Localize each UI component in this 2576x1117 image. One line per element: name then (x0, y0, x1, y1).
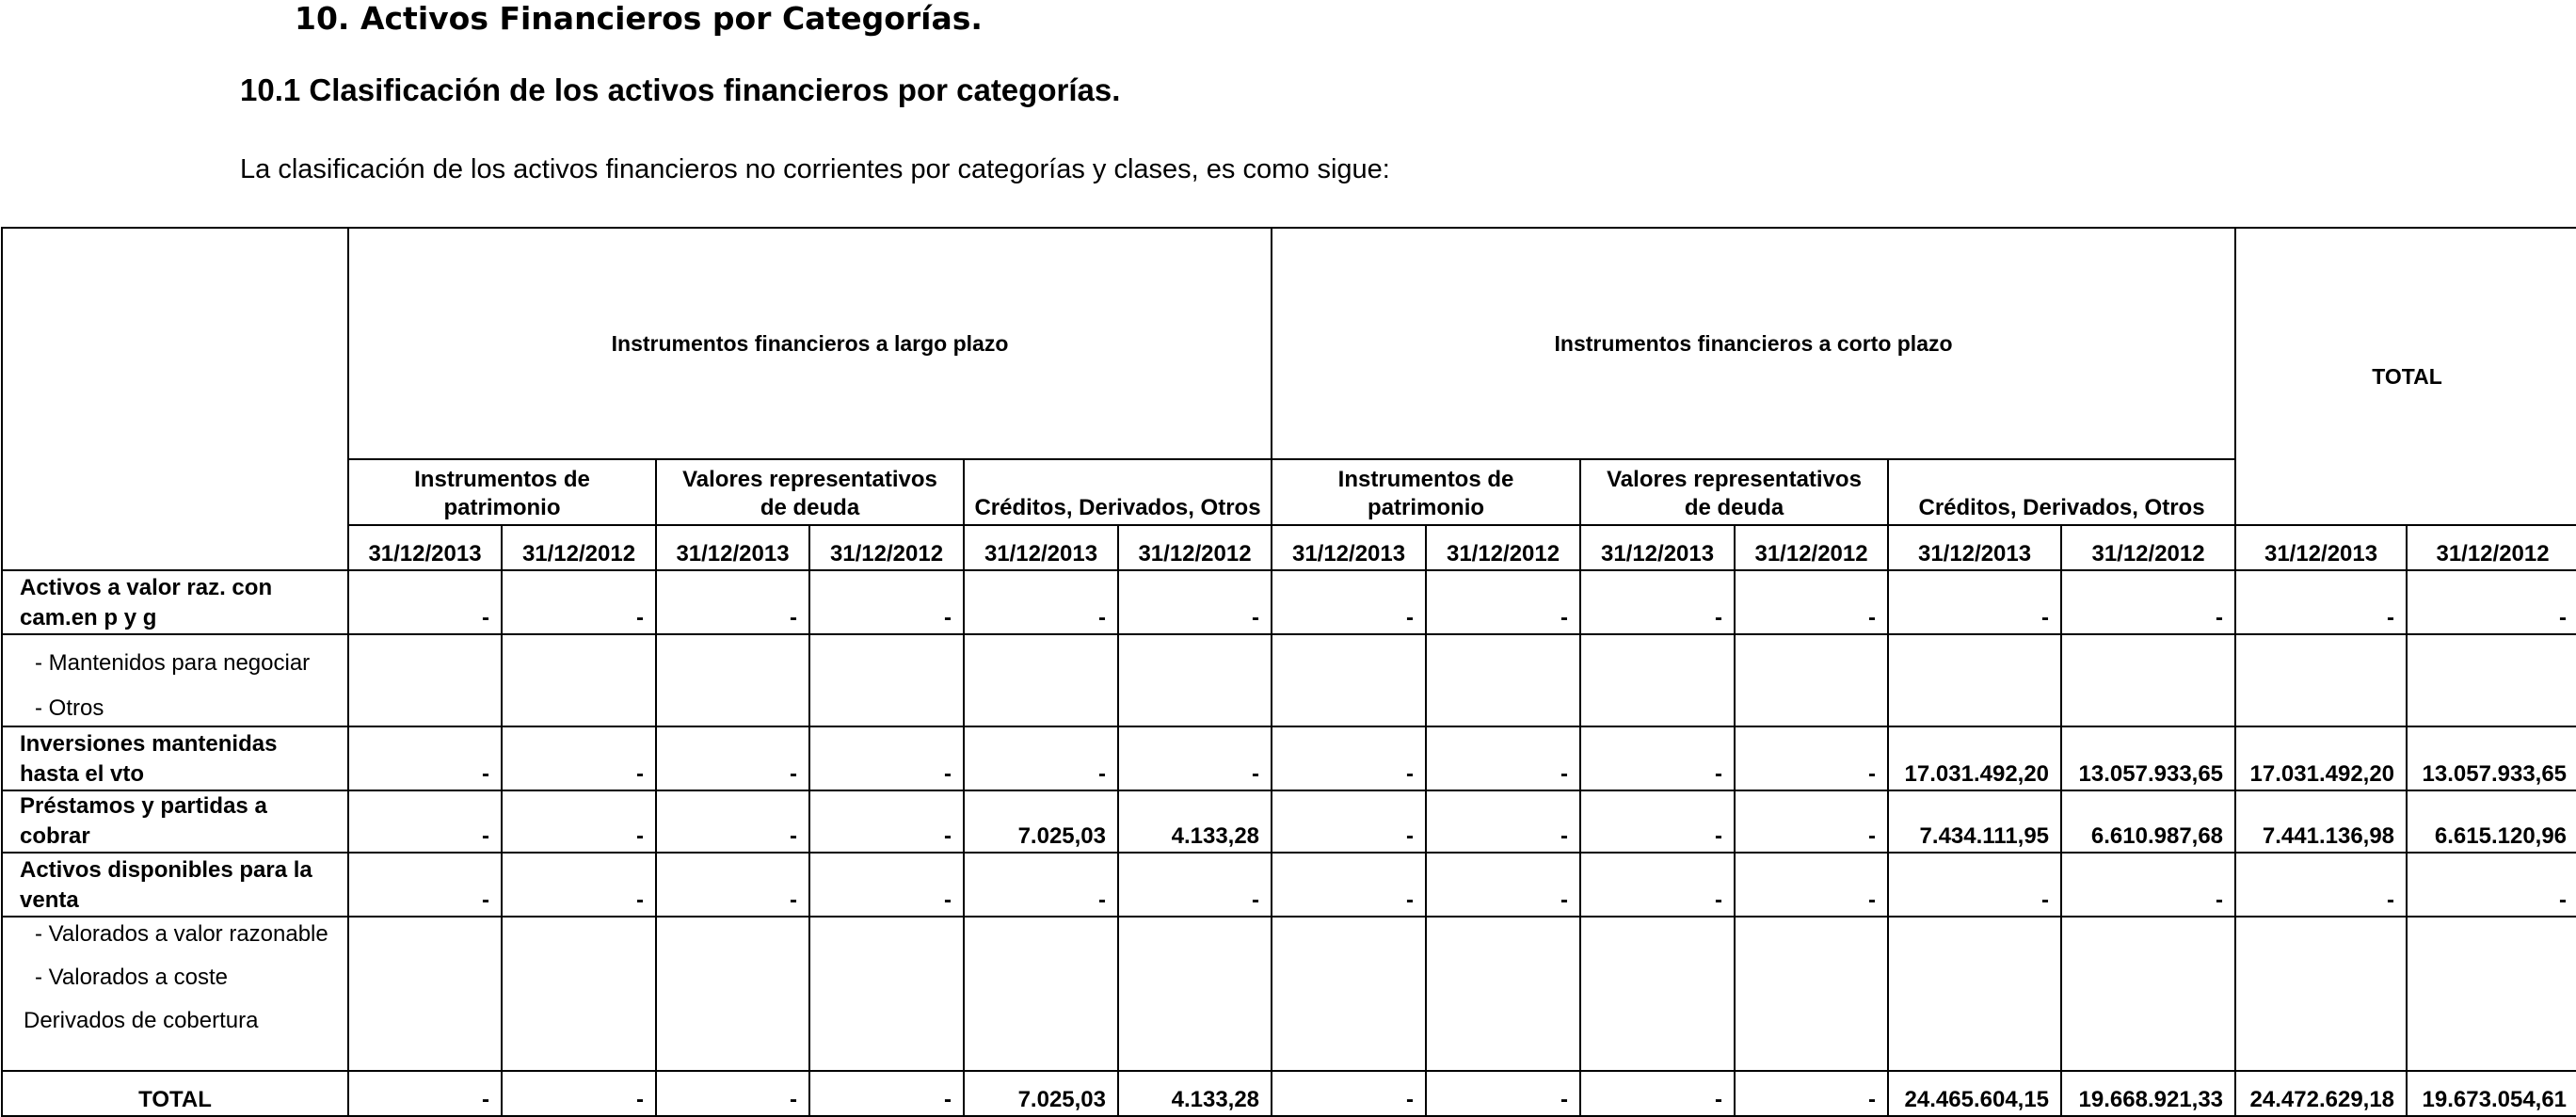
table-cell (1272, 917, 1426, 1071)
subgroup-header: Instrumentos de patrimonio (348, 459, 656, 525)
table-cell: - (348, 726, 502, 790)
table-cell: 13.057.933,65 (2407, 726, 2576, 790)
row-label: Activos a valor raz. con cam.en p y g (2, 570, 348, 634)
financial-assets-table (1, 227, 2576, 1117)
date-header: 31/12/2013 (964, 525, 1118, 570)
table-cell: - (656, 790, 809, 853)
table-cell: - (1426, 726, 1580, 790)
date-header: 31/12/2012 (2061, 525, 2235, 570)
row-label: Activos disponibles para la venta (2, 853, 348, 917)
table-cell: - (2061, 853, 2235, 917)
table-cell: - (1426, 790, 1580, 853)
table-cell (1888, 634, 2061, 726)
row-label-line: - Valorados a coste (35, 965, 228, 990)
table-cell: - (964, 570, 1118, 634)
table-cell: - (1735, 726, 1888, 790)
table-cell: 24.465.604,15 (1888, 1071, 2061, 1116)
table-cell: - (1118, 570, 1272, 634)
table-cell: - (656, 853, 809, 917)
table-cell: 7.025,03 (964, 1071, 1118, 1116)
row-label: Préstamos y partidas a cobrar (2, 790, 348, 853)
table-cell: - (1888, 853, 2061, 917)
table-row (2, 570, 2576, 634)
table-cell (1272, 634, 1426, 726)
table-cell: - (1580, 570, 1735, 634)
table-cell: - (2407, 853, 2576, 917)
table-cell: - (348, 1071, 502, 1116)
table-row (2, 853, 2576, 917)
table-row (2, 634, 2576, 726)
row-label (2, 917, 348, 1071)
table-cell (1426, 634, 1580, 726)
table-cell: 17.031.492,20 (1888, 726, 2061, 790)
table-cell: - (809, 853, 964, 917)
table-cell: - (1118, 853, 1272, 917)
table-cell: - (809, 790, 964, 853)
table-cell: 4.133,28 (1118, 1071, 1272, 1116)
date-header: 31/12/2012 (1735, 525, 1888, 570)
table-cell: - (964, 726, 1118, 790)
table-cell: - (348, 790, 502, 853)
table-row (2, 726, 2576, 790)
table-cell: - (1272, 1071, 1426, 1116)
table-cell: - (502, 853, 656, 917)
table-cell: - (1426, 570, 1580, 634)
table-cell: - (1735, 570, 1888, 634)
row-label-line: - Valorados a valor razonable (35, 921, 328, 947)
table-cell (2061, 917, 2235, 1071)
date-header: 31/12/2012 (809, 525, 964, 570)
date-header: 31/12/2012 (2407, 525, 2576, 570)
table-cell (964, 634, 1118, 726)
table-cell: - (964, 853, 1118, 917)
table-cell: - (1888, 570, 2061, 634)
table-cell: 19.668.921,33 (2061, 1071, 2235, 1116)
table-cell: - (1735, 790, 1888, 853)
table-cell: - (1426, 853, 1580, 917)
table-cell: 17.031.492,20 (2235, 726, 2407, 790)
table-cell (502, 634, 656, 726)
table-cell: 24.472.629,18 (2235, 1071, 2407, 1116)
table-cell: - (1272, 726, 1426, 790)
table-cell (502, 917, 656, 1071)
table-cell (1888, 917, 2061, 1071)
table-row (2, 917, 2576, 1071)
subgroup-header: Créditos, Derivados, Otros (1888, 459, 2235, 525)
table-cell: 4.133,28 (1118, 790, 1272, 853)
table-cell: - (348, 570, 502, 634)
table-cell: - (1118, 726, 1272, 790)
table-cell: - (1272, 790, 1426, 853)
table-cell (656, 634, 809, 726)
table-cell: - (2235, 853, 2407, 917)
table-cell: - (809, 726, 964, 790)
table-cell (348, 634, 502, 726)
table-cell (809, 917, 964, 1071)
date-header: 31/12/2012 (1426, 525, 1580, 570)
row-label-line: - Mantenidos para negociar (35, 650, 311, 676)
row-label-line: - Otros (35, 695, 104, 721)
subgroup-header: Créditos, Derivados, Otros (964, 459, 1272, 525)
table-cell: - (809, 1071, 964, 1116)
table-cell: - (1272, 570, 1426, 634)
table-cell: 13.057.933,65 (2061, 726, 2235, 790)
table-cell: - (1580, 1071, 1735, 1116)
table-cell (964, 917, 1118, 1071)
date-header: 31/12/2013 (2235, 525, 2407, 570)
table-cell (1735, 634, 1888, 726)
row-label (2, 634, 348, 726)
table-cell (1580, 634, 1735, 726)
table-cell: - (502, 570, 656, 634)
table-cell: - (1735, 853, 1888, 917)
table-cell (2235, 634, 2407, 726)
table-cell (1735, 917, 1888, 1071)
table-cell: - (1426, 1071, 1580, 1116)
table-cell: - (1735, 1071, 1888, 1116)
subgroup-header: Instrumentos de patrimonio (1272, 459, 1580, 525)
table-cell (809, 634, 964, 726)
table-cell: 7.025,03 (964, 790, 1118, 853)
subgroup-header: Valores representativos de deuda (656, 459, 964, 525)
table-cell (1118, 917, 1272, 1071)
table-cell (348, 917, 502, 1071)
date-header: 31/12/2013 (656, 525, 809, 570)
date-header: 31/12/2013 (1580, 525, 1735, 570)
intro-paragraph: La clasificación de los activos financieros no corrientes por categorías y clases, es como sigue: (240, 154, 1390, 184)
table-cell: 6.610.987,68 (2061, 790, 2235, 853)
table-cell (1580, 917, 1735, 1071)
subgroup-header: Valores representativos de deuda (1580, 459, 1888, 525)
table-cell (656, 917, 809, 1071)
table-cell: - (2061, 570, 2235, 634)
table-cell: - (502, 726, 656, 790)
table-cell: 6.615.120,96 (2407, 790, 2576, 853)
table-cell (1426, 917, 1580, 1071)
table-cell: - (502, 1071, 656, 1116)
table-cell: - (656, 726, 809, 790)
table-cell: - (809, 570, 964, 634)
table-cell (1118, 634, 1272, 726)
table-cell: - (1272, 853, 1426, 917)
table-cell (2407, 634, 2576, 726)
corner-cell (2, 228, 348, 570)
table-row (2, 790, 2576, 853)
table-cell: - (1580, 790, 1735, 853)
group-header-total: TOTAL (2235, 228, 2576, 525)
table-cell: 19.673.054,61 (2407, 1071, 2576, 1116)
table-cell (2235, 917, 2407, 1071)
row-label-line: Derivados de cobertura (24, 1008, 259, 1033)
row-label: TOTAL (2, 1071, 348, 1116)
table-cell (2061, 634, 2235, 726)
group-header-corto: Instrumentos financieros a corto plazo (1272, 228, 2235, 459)
table-row-total (2, 1071, 2576, 1116)
table-cell: - (656, 1071, 809, 1116)
group-header-largo: Instrumentos financieros a largo plazo (348, 228, 1272, 459)
date-header: 31/12/2013 (348, 525, 502, 570)
table-cell: - (1580, 726, 1735, 790)
table-cell: - (348, 853, 502, 917)
table-cell (2407, 917, 2576, 1071)
table-cell: - (502, 790, 656, 853)
date-header: 31/12/2013 (1272, 525, 1426, 570)
table-cell: 7.434.111,95 (1888, 790, 2061, 853)
row-label: Inversiones mantenidas hasta el vto (2, 726, 348, 790)
section-heading: 10. Activos Financieros por Categorías. (295, 0, 983, 37)
table-cell: - (2235, 570, 2407, 634)
table-cell: - (656, 570, 809, 634)
subsection-heading: 10.1 Clasificación de los activos financieros por categorías. (240, 72, 1121, 107)
table-cell: - (2407, 570, 2576, 634)
table-cell: 7.441.136,98 (2235, 790, 2407, 853)
date-header: 31/12/2012 (502, 525, 656, 570)
table-cell: - (1580, 853, 1735, 917)
date-header: 31/12/2013 (1888, 525, 2061, 570)
date-header: 31/12/2012 (1118, 525, 1272, 570)
